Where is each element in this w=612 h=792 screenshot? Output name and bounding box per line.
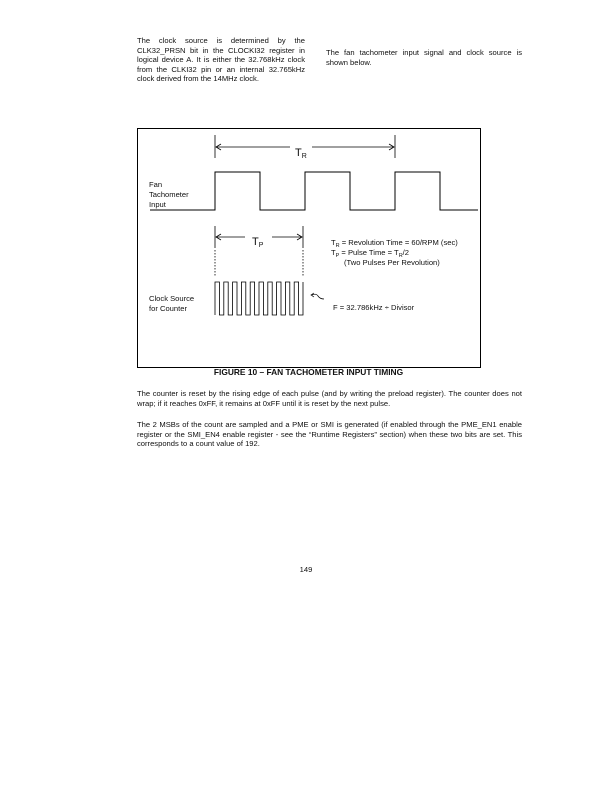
intro-right-paragraph: The fan tachometer input signal and clock source is shown below.: [326, 48, 522, 67]
legend-pulse-time: $T_P$ = Pulse Time = $T_R/2$: [331, 248, 410, 259]
figure-caption: FIGURE 10 – FAN TACHOMETER INPUT TIMING: [213, 367, 404, 377]
legend-two-pulses: (Two Pulses Per Revolution): [344, 258, 440, 267]
clock-label-2: for Counter: [149, 304, 187, 313]
legend-revolution-time: $T_R$ = Revolution Time = 60/RPM (sec): [331, 238, 458, 249]
fan-label-3: Input: [149, 200, 166, 209]
clock-label-1: Clock Source: [149, 294, 195, 303]
intro-left-paragraph: The clock source is determined by the CLK32_PRSN bit in the CLOCKI32 register in logical device A. It is either the 32.768kHz clock from the CLKI32 pin or an internal 32.765kHz clock derived from the 14MHz clock.: [137, 36, 305, 84]
fan-tachometer-waveform: [150, 172, 478, 210]
fan-label-1: Fan: [149, 180, 163, 189]
clock-source-waveform: [215, 282, 303, 315]
tp-dimension-arrow: [215, 226, 303, 276]
tr-label: TR: [295, 147, 307, 160]
paragraph-counter-reset: The counter is reset by the rising edge of each pulse (and by writing the preload register). The counter does not wrap; if it reaches 0xFF, it remains at 0xFF until it is reset by the next pulse.: [137, 389, 522, 408]
paragraph-msb-sampling: The 2 MSBs of the count are sampled and a PME or SMI is generated (if enabled through the PME_EN1 enable register or the SMI_EN4 enable register - see the “Runtime Registers” section) when these two bits are set. This corresponds to a count value of 192.: [137, 420, 522, 449]
page-number: 149: [299, 565, 313, 574]
fan-label-2: Tachometer: [149, 190, 189, 199]
figure-frame: [138, 129, 481, 368]
tp-label: TP: [252, 236, 264, 249]
frequency-label: F = 32.786kHz ÷ Divisor: [333, 303, 415, 312]
